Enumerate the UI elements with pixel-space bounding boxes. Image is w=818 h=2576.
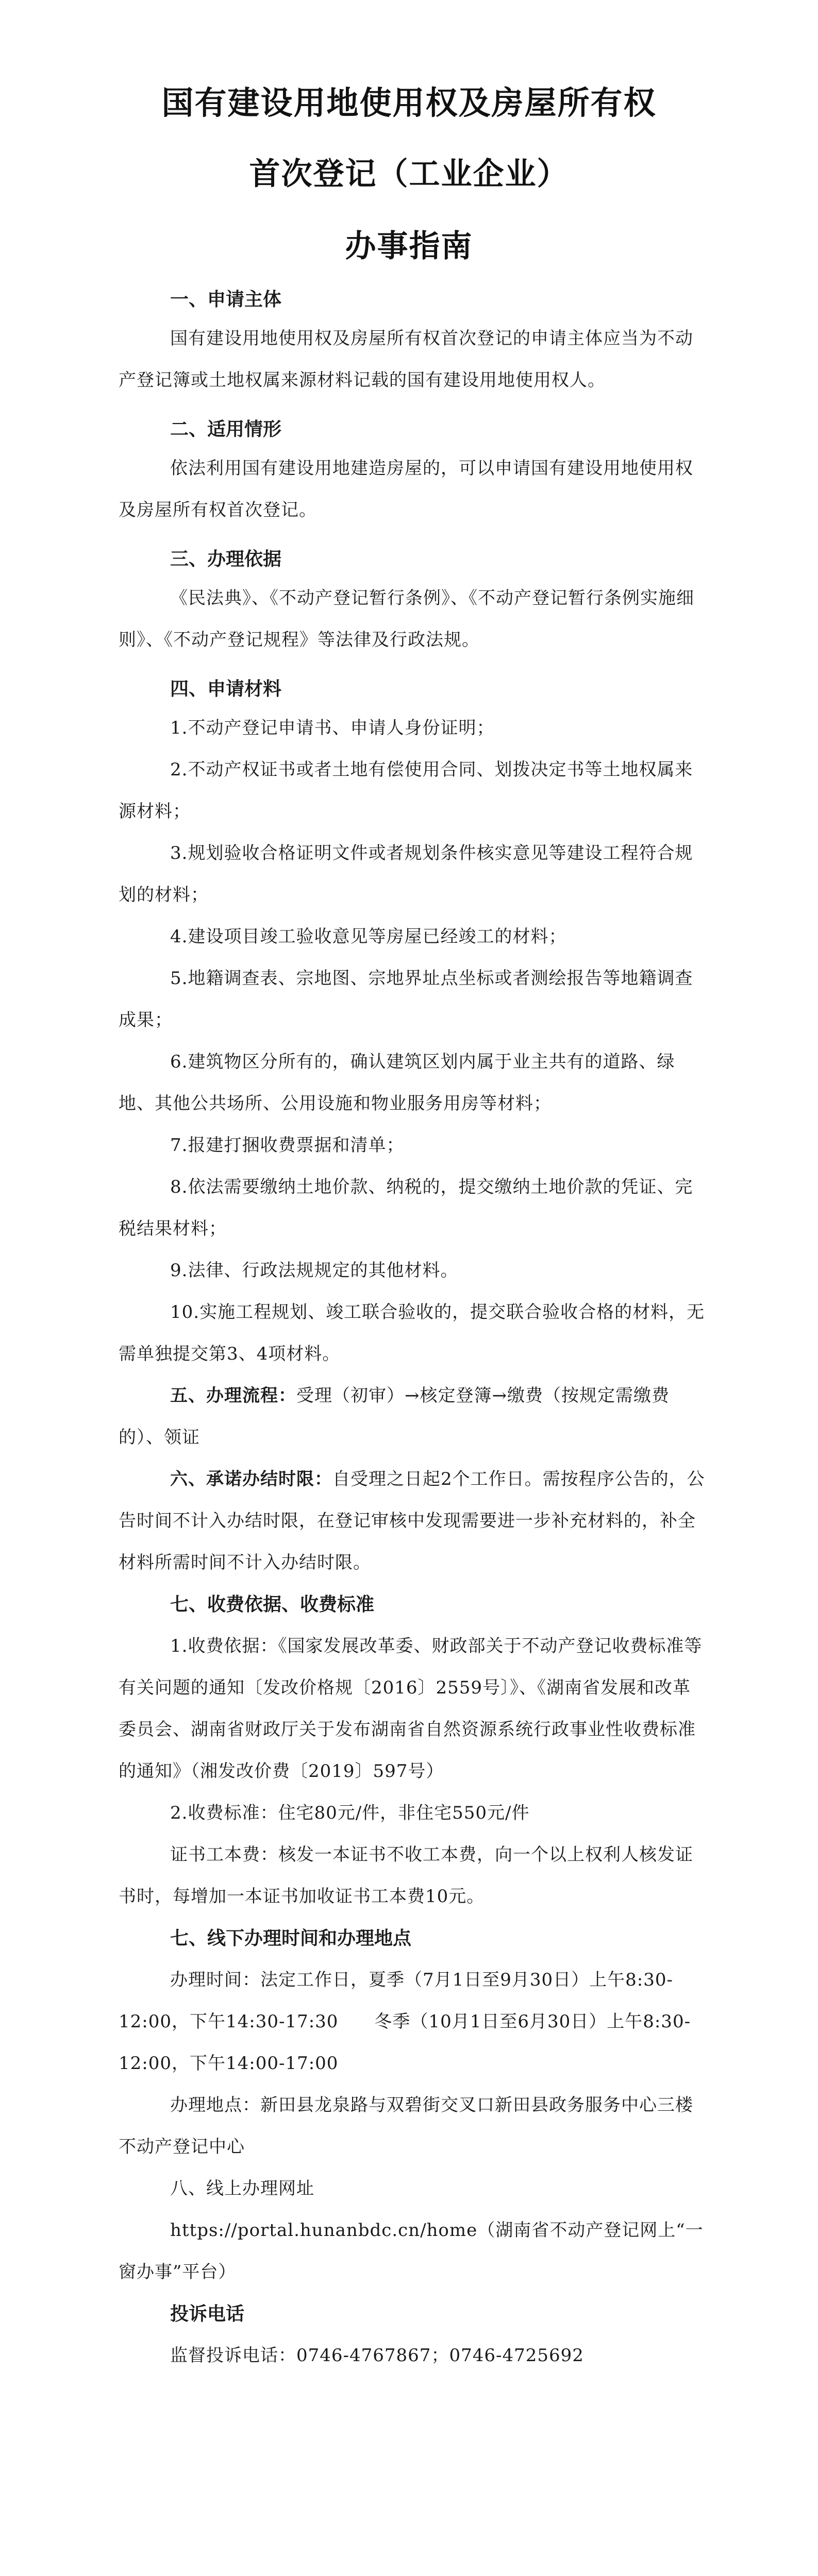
complaint-heading: 投诉电话 xyxy=(170,2303,245,2325)
section-8-heading: 七、线下办理时间和办理地点 xyxy=(170,1928,412,1949)
office-location: 办理地点：新田县龙泉路与双碧街交叉口新田县政务服务中心三楼不动产登记中心 xyxy=(119,2095,693,2157)
complaint-phone: 监督投诉电话：0746-4767867；0746-4725692 xyxy=(170,2345,584,2366)
office-hours: 办理时间：法定工作日，夏季（7月1日至9月30日）上午8:30-12:00，下午14:30-17:30 冬季（10月1日至6月30日）上午8:30-12:00，下午14:00-17:00 xyxy=(119,1970,691,2074)
material-item: 8.依法需要缴纳土地价款、纳税的，提交缴纳土地价款的凭证、完税结果材料； xyxy=(119,1177,693,1239)
online-url[interactable]: https://portal.hunanbdc.cn/home（湖南省不动产登记网上“一窗办事”平台） xyxy=(119,2220,704,2282)
section-2-body: 依法利用国有建设用地建造房屋的，可以申请国有建设用地使用权及房屋所有权首次登记。 xyxy=(119,458,693,520)
section-1-body: 国有建设用地使用权及房屋所有权首次登记的申请主体应当为不动产登记簿或土地权属来源材料记载的国有建设用地使用权人。 xyxy=(119,328,693,391)
material-item: 3.规划验收合格证明文件或者规划条件核实意见等建设工程符合规划的材料； xyxy=(119,843,693,905)
section-6 xyxy=(119,1459,706,1584)
section-2-heading: 二、适用情形 xyxy=(170,419,282,440)
title-line-3: 办事指南 xyxy=(345,228,473,264)
material-item: 5.地籍调查表、宗地图、宗地界址点坐标或者测绘报告等地籍调查成果； xyxy=(119,968,693,1030)
section-7-heading: 七、收费依据、收费标准 xyxy=(170,1594,375,1615)
section-5-body: 受理（初审）→核定登簿→缴费（按规定需缴费的）、领证 xyxy=(119,1385,670,1448)
section-1-heading: 一、申请主体 xyxy=(170,289,282,310)
certificate-fee: 证书工本费：核发一本证书不收工本费，向一个以上权利人核发证书时，每增加一本证书加收证书工本费10元。 xyxy=(119,1844,693,1907)
section-4-heading: 四、申请材料 xyxy=(170,679,282,700)
material-item: 2.不动产权证书或者土地有偿使用合同、划拨决定书等土地权属来源材料； xyxy=(119,759,693,822)
title-line-2: 首次登记（工业企业） xyxy=(249,156,569,192)
section-3-body: 《民法典》、《不动产登记暂行条例》、《不动产登记暂行条例实施细则》、《不动产登记规程》等法律及行政法规。 xyxy=(119,588,694,650)
fee-basis: 1.收费依据：《国家发展改革委、财政部关于不动产登记收费标准等有关问题的通知〔发改价格规〔2016〕2559号〕》、《湖南省发展和改革委员会、湖南省财政厅关于发布湖南省自然资源系统行政事业性收费标准的通知》（湘发改价费〔2019〕597号） xyxy=(119,1636,703,1782)
guide-content xyxy=(119,286,706,2377)
section-5 xyxy=(119,1375,706,1459)
fee-standard: 2.收费标准：住宅80元/件，非住宅550元/件 xyxy=(170,1803,530,1823)
section-3-heading: 三、办理依据 xyxy=(170,549,282,570)
material-item: 9.法律、行政法规规定的其他材料。 xyxy=(170,1260,459,1281)
material-item: 10.实施工程规划、竣工联合验收的，提交联合验收合格的材料，无需单独提交第3、4项材料。 xyxy=(119,1302,705,1364)
material-item: 6.建筑物区分所有的，确认建筑区划内属于业主共有的道路、绿地、其他公共场所、公用设施和物业服务用房等材料； xyxy=(119,1052,675,1114)
material-item: 4.建设项目竣工验收意见等房屋已经竣工的材料； xyxy=(170,926,567,947)
section-6-body: 自受理之日起2个工作日。需按程序公告的，公告时间不计入办结时限，在登记审核中发现需要进一步补充材料的，补全材料所需时间不计入办结时限。 xyxy=(119,1469,705,1573)
section-6-heading: 六、承诺办结时限： xyxy=(170,1469,332,1489)
material-item: 1.不动产登记申请书、申请人身份证明； xyxy=(170,718,495,738)
title-line-1: 国有建设用地使用权及房屋所有权 xyxy=(161,84,657,122)
material-item: 7.报建打捆收费票据和清单； xyxy=(170,1135,405,1156)
section-9-heading: 八、线上办理网址 xyxy=(170,2178,314,2199)
section-5-heading: 五、办理流程： xyxy=(170,1385,296,1406)
